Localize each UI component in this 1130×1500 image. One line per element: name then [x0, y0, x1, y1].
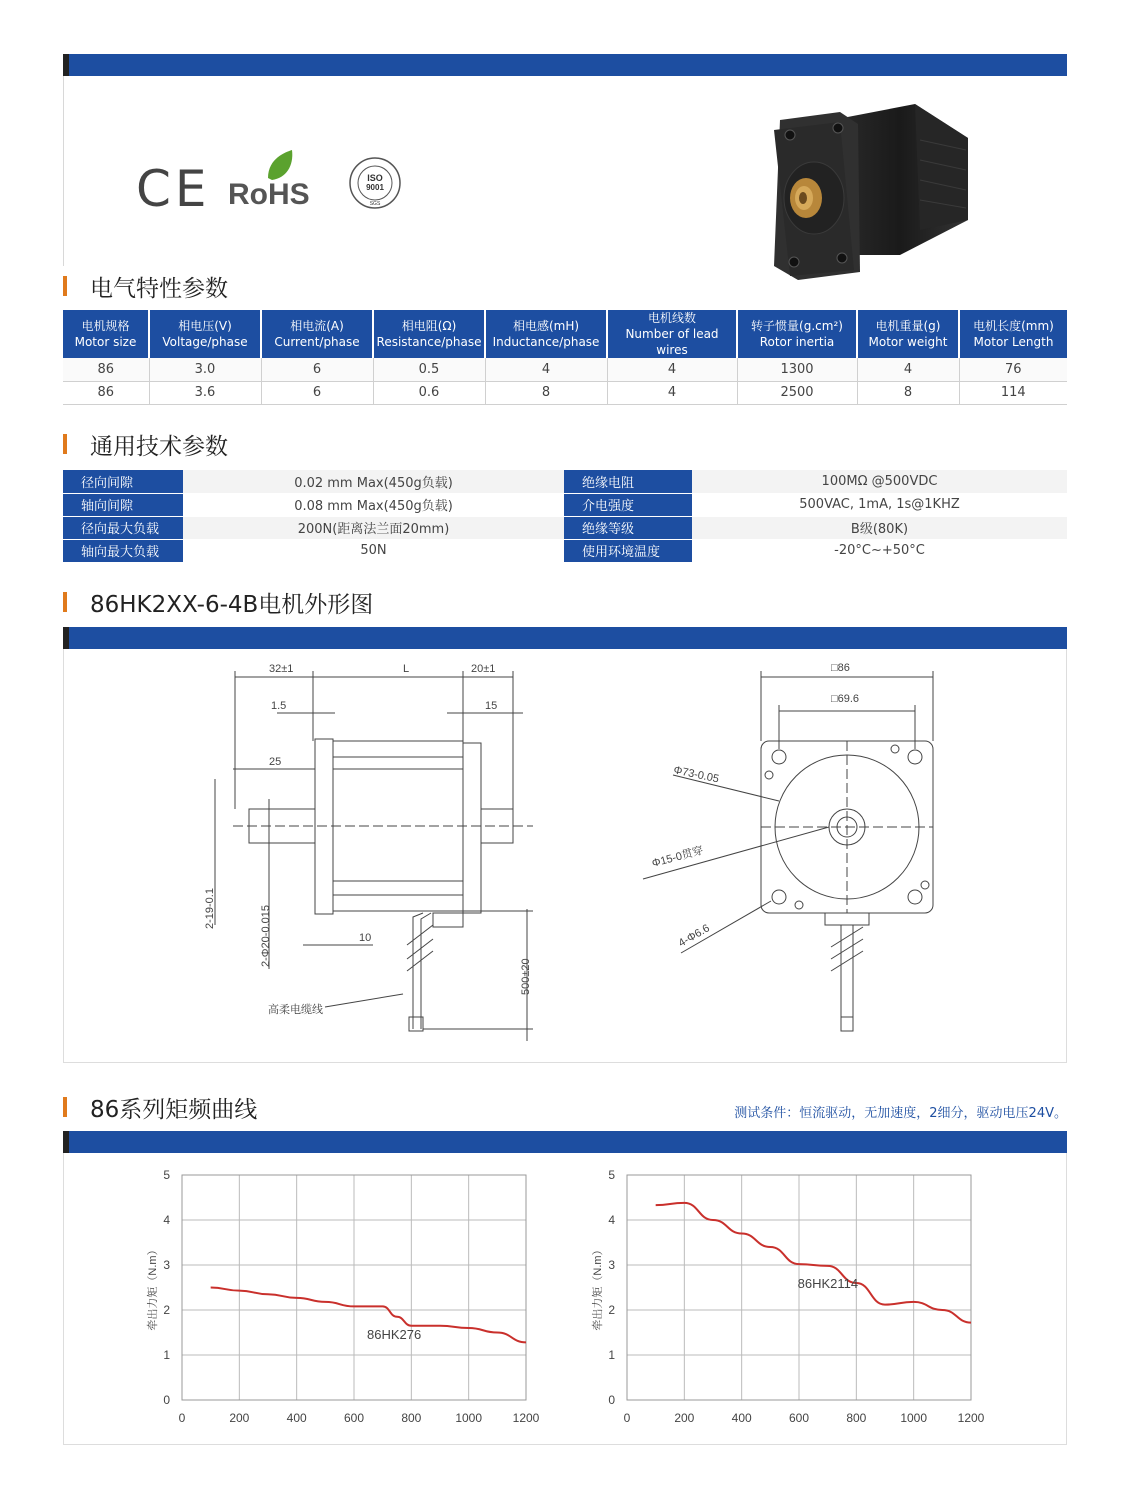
y-tick-label: 3: [163, 1258, 170, 1272]
x-tick-label: 0: [623, 1411, 631, 1425]
series-label: 86HK2114: [797, 1275, 859, 1291]
table-cell: 8: [485, 381, 607, 404]
param-value: 200N(距离法兰面20mm): [183, 516, 564, 539]
curves-bar: [63, 1131, 1067, 1153]
table-cell: 6: [261, 358, 373, 381]
header-en: Resistance/phase: [376, 335, 482, 349]
general-title: 通用技术参数: [90, 434, 228, 460]
param-label: 介电强度: [564, 493, 692, 516]
dim-15: 15: [485, 700, 498, 712]
rohs-text: RoHS: [228, 178, 310, 211]
table-cell: 8: [857, 381, 959, 404]
x-tick-label: 400: [286, 1411, 307, 1425]
dim-25: 25: [269, 756, 282, 768]
electrical-header-7: [857, 310, 959, 358]
curves-title: 86系列矩频曲线: [90, 1097, 258, 1123]
dim-2-19: 2-19-0.1: [204, 888, 216, 929]
param-value: 0.02 mm Max(450g负载): [183, 470, 564, 493]
section-marker: [63, 434, 67, 454]
electrical-header-6: [737, 310, 857, 358]
param-label: 轴向间隙: [63, 493, 183, 516]
table-row: [63, 358, 1067, 381]
param-label: 使用环境温度: [564, 539, 692, 562]
table-cell: 86: [63, 381, 149, 404]
header-en: Voltage/phase: [162, 335, 248, 349]
param-value: 0.08 mm Max(450g负载): [183, 493, 564, 516]
header-cn: 相电感(mH): [512, 319, 580, 333]
section-marker: [63, 276, 67, 296]
x-tick-label: 200: [674, 1411, 695, 1425]
y-axis-label: 牵出力矩（N.m）: [147, 1244, 159, 1331]
x-tick-label: 600: [788, 1411, 810, 1425]
svg-text:9001: 9001: [366, 183, 384, 192]
header-cn: 相电压(V): [178, 319, 232, 333]
dim-2-phi20: 2-Φ20-0.015: [260, 905, 272, 967]
header-en: Rotor inertia: [759, 335, 835, 349]
dim-20: 20±1: [471, 663, 496, 675]
param-label: 绝缘电阻: [564, 470, 692, 493]
y-tick-label: 2: [608, 1303, 615, 1317]
param-label: 轴向最大负载: [63, 539, 183, 562]
x-tick-label: 400: [731, 1411, 752, 1425]
table-row: [63, 381, 1067, 404]
electrical-header-2: [261, 310, 373, 358]
dim-square-69: □69.6: [831, 693, 860, 705]
param-value: 50N: [183, 539, 564, 562]
torque-chart-86hk276: [130, 1165, 550, 1440]
header-en: Current/phase: [274, 335, 360, 349]
top-banner: [63, 54, 1067, 76]
svg-text:SGS: SGS: [369, 201, 381, 207]
x-tick-label: 800: [846, 1411, 867, 1425]
y-tick-label: 2: [163, 1303, 170, 1317]
dim-1-5: 1.5: [271, 700, 287, 712]
y-tick-label: 0: [163, 1393, 170, 1407]
y-tick-label: 5: [163, 1168, 170, 1182]
param-value: -20°C~+50°C: [692, 539, 1067, 562]
y-tick-label: 4: [163, 1213, 170, 1227]
table-cell: 4: [607, 358, 737, 381]
header-en: Number of lead wires: [625, 327, 719, 357]
series-label: 86HK276: [367, 1326, 422, 1342]
header-en: Inductance/phase: [492, 335, 600, 349]
dim-500: 500±20: [520, 958, 532, 995]
param-label: 径向间隙: [63, 470, 183, 493]
dim-L: L: [403, 663, 410, 675]
param-value: B级(80K): [692, 516, 1067, 539]
table-cell: 1300: [737, 358, 857, 381]
y-tick-label: 5: [608, 1168, 615, 1182]
chart-grid: [182, 1175, 526, 1400]
electrical-header-0: [63, 310, 149, 358]
dim-4-phi6: 4-Φ6.6: [676, 922, 712, 950]
electrical-table: [63, 310, 1067, 405]
table-row: [63, 516, 1067, 539]
y-tick-label: 1: [608, 1348, 615, 1362]
dimension-drawing: [63, 649, 1067, 1063]
x-tick-label: 0: [178, 1411, 186, 1425]
section-marker: [63, 1097, 67, 1117]
header-cn: 电机长度(mm): [973, 319, 1054, 333]
y-tick-label: 0: [608, 1393, 615, 1407]
dim-square-86: □86: [831, 662, 850, 674]
table-cell: 86: [63, 358, 149, 381]
table-cell: 3.0: [149, 358, 261, 381]
series-line: [656, 1203, 971, 1323]
table-cell: 3.6: [149, 381, 261, 404]
ce-logo: CE: [136, 160, 211, 218]
dim-32: 32±1: [269, 663, 294, 675]
table-cell: 114: [959, 381, 1067, 404]
y-tick-label: 1: [163, 1348, 170, 1362]
section-marker: [63, 592, 67, 612]
drawing-bar: [63, 627, 1067, 649]
y-tick-label: 3: [608, 1258, 615, 1272]
table-cell: 2500: [737, 381, 857, 404]
x-tick-label: 1200: [957, 1411, 985, 1425]
x-tick-label: 1000: [455, 1411, 483, 1425]
iso-seal: [348, 156, 402, 210]
electrical-header-1: [149, 310, 261, 358]
dim-phi73: Φ73-0.05: [672, 764, 720, 786]
rohs-logo: [228, 150, 323, 210]
torque-chart-86hk2114: [575, 1165, 995, 1440]
table-cell: 4: [607, 381, 737, 404]
motor-photo: [770, 90, 970, 285]
param-value: 100MΩ @500VDC: [692, 470, 1067, 493]
table-row: [63, 493, 1067, 516]
header-cn: 电机线数: [647, 311, 696, 325]
electrical-header-4: [485, 310, 607, 358]
electrical-header-3: [373, 310, 485, 358]
header-en: Motor Length: [973, 335, 1054, 349]
header-cn: 电机规格: [81, 319, 130, 333]
header-cn: 相电阻(Ω): [401, 319, 457, 333]
param-label: 绝缘等级: [564, 516, 692, 539]
x-tick-label: 1000: [900, 1411, 928, 1425]
header-en: Motor size: [74, 335, 137, 349]
general-table: [63, 470, 1067, 563]
table-cell: 6: [261, 381, 373, 404]
dim-10: 10: [359, 932, 372, 944]
svg-text:ISO: ISO: [367, 173, 383, 183]
x-tick-label: 200: [229, 1411, 250, 1425]
x-tick-label: 1200: [512, 1411, 540, 1425]
y-axis-label: 牵出力矩（N.m）: [592, 1244, 604, 1331]
test-conditions-note: 测试条件：恒流驱动，无加速度，2细分，驱动电压24V。: [734, 1106, 1067, 1121]
dim-phi15: Φ15-0贯穿: [650, 844, 705, 870]
drawing-title: 86HK2XX-6-4B电机外形图: [90, 592, 374, 618]
cable-label: 高柔电缆线: [268, 1004, 323, 1016]
frame-line: [63, 76, 64, 266]
table-cell: 0.6: [373, 381, 485, 404]
electrical-header-8: [959, 310, 1067, 358]
electrical-header-5: [607, 310, 737, 358]
header-cn: 电机重量(g): [875, 319, 941, 333]
table-row: [63, 470, 1067, 493]
header-cn: 相电流(A): [290, 319, 344, 333]
header-en: Motor weight: [868, 335, 948, 349]
table-cell: 4: [857, 358, 959, 381]
electrical-title: 电气特性参数: [90, 276, 228, 302]
table-cell: 0.5: [373, 358, 485, 381]
x-tick-label: 600: [343, 1411, 365, 1425]
table-cell: 4: [485, 358, 607, 381]
table-cell: 76: [959, 358, 1067, 381]
param-value: 500VAC, 1mA, 1s@1KHZ: [692, 493, 1067, 516]
table-row: [63, 539, 1067, 562]
y-tick-label: 4: [608, 1213, 615, 1227]
x-tick-label: 800: [401, 1411, 422, 1425]
header-cn: 转子惯量(g.cm²): [751, 319, 843, 333]
param-label: 径向最大负载: [63, 516, 183, 539]
